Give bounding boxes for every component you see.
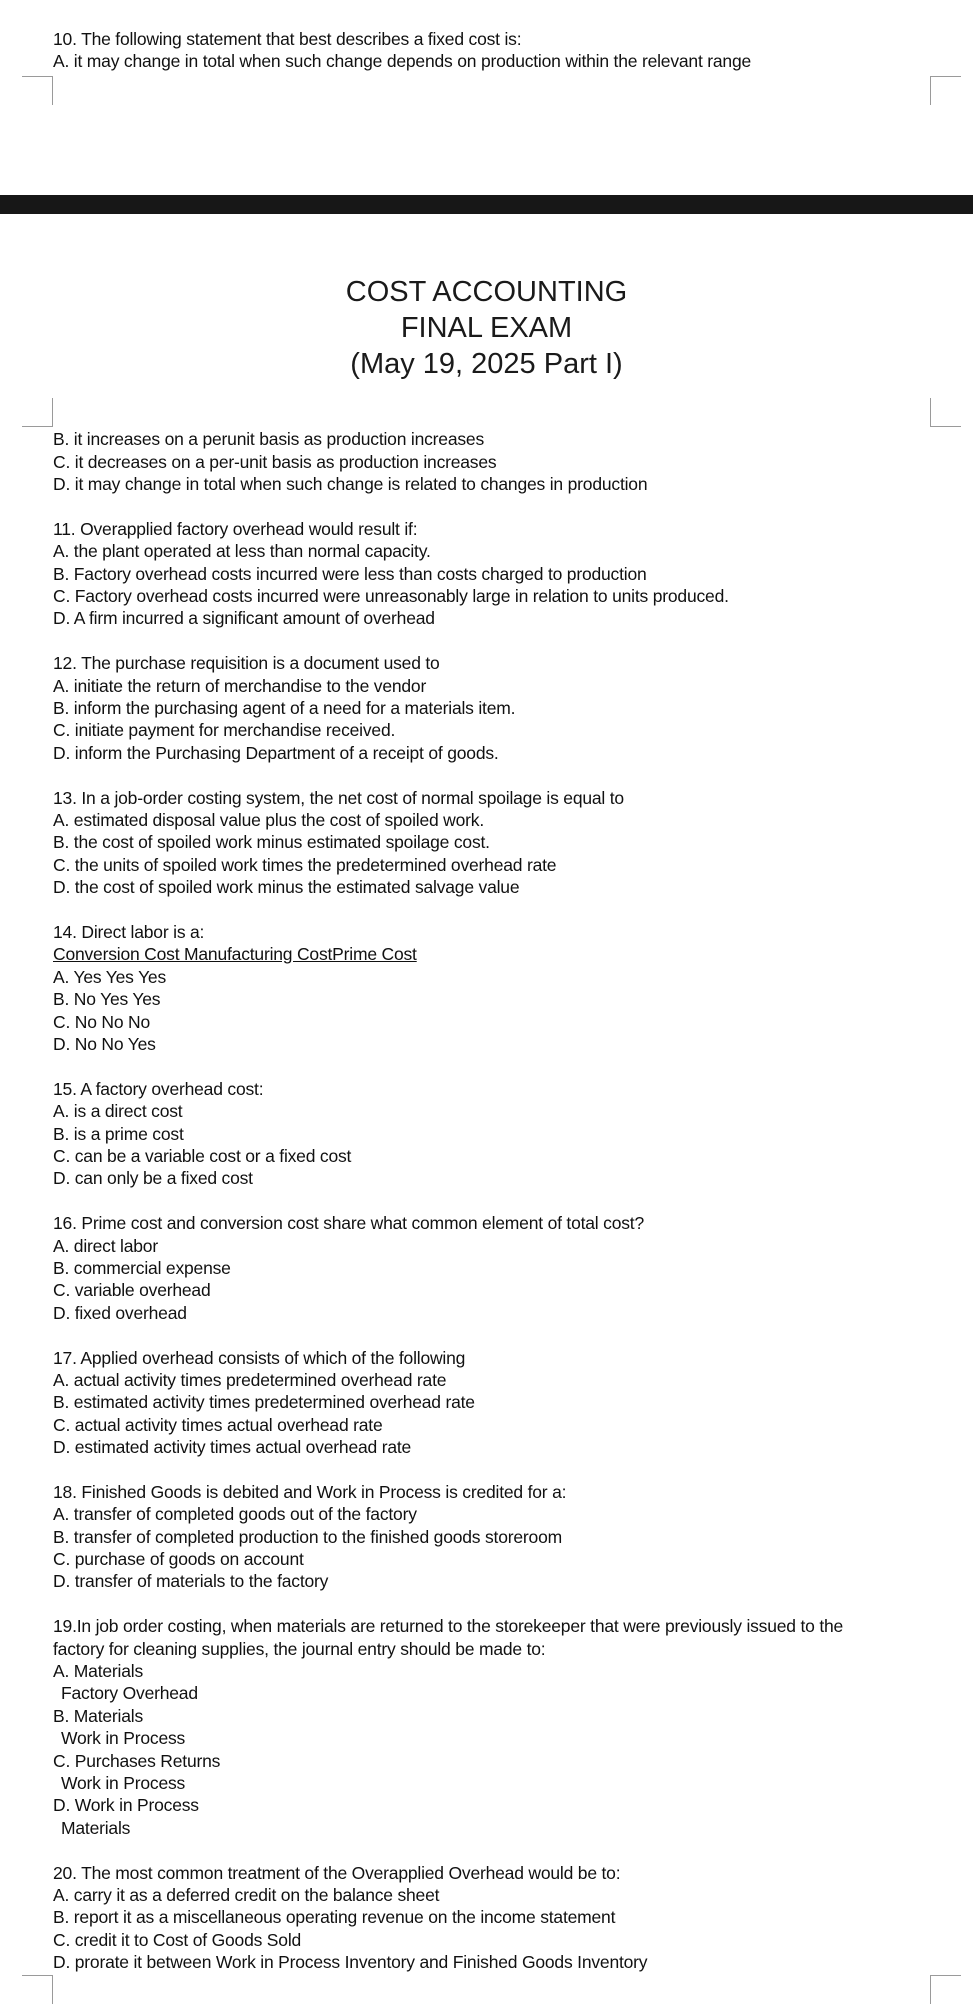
q11-option-a: A. the plant operated at less than normal capacity. — [53, 541, 431, 561]
q15-option-b: B. is a prime cost — [53, 1124, 184, 1144]
q13-option-a: A. estimated disposal value plus the cost of spoiled work. — [53, 810, 484, 830]
q19-option-d-credit: Materials — [61, 1818, 131, 1838]
q14-stem: 14. Direct labor is a: — [53, 922, 205, 942]
q19-option-c-credit: Work in Process — [61, 1773, 186, 1793]
q18-option-b: B. transfer of completed production to the finished goods storeroom — [53, 1527, 562, 1547]
q14-option-b: B. No Yes Yes — [53, 989, 161, 1009]
q19-option-a-debit: A. Materials — [53, 1661, 143, 1681]
q20-option-a: A. carry it as a deferred credit on the balance sheet — [53, 1885, 440, 1905]
q20-option-b: B. report it as a miscellaneous operating revenue on the income statement — [53, 1907, 616, 1927]
q16-option-b: B. commercial expense — [53, 1258, 231, 1278]
q17-option-c: C. actual activity times actual overhead rate — [53, 1415, 383, 1435]
q20-option-c: C. credit it to Cost of Goods Sold — [53, 1930, 302, 1950]
q12-option-d: D. inform the Purchasing Department of a receipt of goods. — [53, 743, 499, 763]
exam-title: COST ACCOUNTING — [345, 276, 628, 308]
q11-option-d: D. A firm incurred a significant amount of overhead — [53, 608, 435, 628]
q15-option-c: C. can be a variable cost or a fixed cost — [53, 1146, 352, 1166]
q14-option-a: A. Yes Yes Yes — [53, 967, 167, 987]
q17-option-b: B. estimated activity times predetermined overhead rate — [53, 1392, 475, 1412]
q16-option-c: C. variable overhead — [53, 1280, 211, 1300]
q20-option-d: D. prorate it between Work in Process Inventory and Finished Goods Inventory — [53, 1952, 648, 1972]
crop-mark-bottom-right — [930, 1975, 961, 2004]
q18-option-d: D. transfer of materials to the factory — [53, 1571, 329, 1591]
crop-mark-top-left — [22, 76, 53, 105]
q14-column-headers: Conversion Cost Manufacturing CostPrime Cost — [53, 944, 417, 964]
q18-stem: 18. Finished Goods is debited and Work in Process is credited for a: — [53, 1482, 567, 1502]
crop-mark-top-right — [930, 76, 961, 105]
q14-option-d: D. No No Yes — [53, 1034, 156, 1054]
q12-option-b: B. inform the purchasing agent of a need for a materials item. — [53, 698, 516, 718]
q19-option-b-credit: Work in Process — [61, 1728, 186, 1748]
q11-stem: 11. Overapplied factory overhead would result if: — [53, 519, 418, 539]
q13-option-b: B. the cost of spoiled work minus estimated spoilage cost. — [53, 832, 490, 852]
crop-mark-mid-right — [930, 398, 961, 427]
q10-option-c: C. it decreases on a per-unit basis as production increases — [53, 452, 497, 472]
q17-option-a: A. actual activity times predetermined overhead rate — [53, 1370, 447, 1390]
q18-option-c: C. purchase of goods on account — [53, 1549, 304, 1569]
crop-mark-bottom-left — [22, 1975, 53, 2004]
q10-option-a: A. it may change in total when such change depends on production within the relevant range — [53, 51, 752, 71]
page-separator — [0, 195, 973, 214]
q19-option-d-debit: D. Work in Process — [53, 1795, 199, 1815]
q19-stem-line1: 19.In job order costing, when materials are returned to the storekeeper that were previously issued to the — [53, 1616, 844, 1636]
q10-stem: 10. The following statement that best describes a fixed cost is: — [53, 29, 522, 49]
q17-stem: 17. Applied overhead consists of which of the following — [53, 1348, 466, 1368]
q12-option-c: C. initiate payment for merchandise received. — [53, 720, 396, 740]
q15-option-d: D. can only be a fixed cost — [53, 1168, 253, 1188]
q15-stem: 15. A factory overhead cost: — [53, 1079, 264, 1099]
crop-mark-mid-left — [22, 398, 53, 427]
q11-option-b: B. Factory overhead costs incurred were less than costs charged to production — [53, 564, 647, 584]
q20-stem: 20. The most common treatment of the Overapplied Overhead would be to: — [53, 1863, 621, 1883]
q19-option-b-debit: B. Materials — [53, 1706, 143, 1726]
q11-option-c: C. Factory overhead costs incurred were unreasonably large in relation to units produced. — [53, 586, 729, 606]
q13-option-d: D. the cost of spoiled work minus the estimated salvage value — [53, 877, 520, 897]
q16-option-d: D. fixed overhead — [53, 1303, 187, 1323]
q12-option-a: A. initiate the return of merchandise to the vendor — [53, 676, 427, 696]
q19-option-c-debit: C. Purchases Returns — [53, 1751, 221, 1771]
exam-subtitle: FINAL EXAM — [400, 312, 573, 344]
exam-date: (May 19, 2025 Part I) — [350, 348, 623, 380]
q10-option-b: B. it increases on a perunit basis as production increases — [53, 429, 485, 449]
q18-option-a: A. transfer of completed goods out of the factory — [53, 1504, 417, 1524]
q10-option-d: D. it may change in total when such change is related to changes in production — [53, 474, 648, 494]
q14-option-c: C. No No No — [53, 1012, 150, 1032]
q19-option-a-credit: Factory Overhead — [61, 1683, 198, 1703]
q12-stem: 12. The purchase requisition is a document used to — [53, 653, 440, 673]
q13-stem: 13. In a job-order costing system, the net cost of normal spoilage is equal to — [53, 788, 624, 808]
q16-stem: 16. Prime cost and conversion cost share what common element of total cost? — [53, 1213, 644, 1233]
q19-stem-line2: factory for cleaning supplies, the journal entry should be made to: — [53, 1639, 546, 1659]
q15-option-a: A. is a direct cost — [53, 1101, 183, 1121]
q16-option-a: A. direct labor — [53, 1236, 158, 1256]
q17-option-d: D. estimated activity times actual overhead rate — [53, 1437, 412, 1457]
q13-option-c: C. the units of spoiled work times the predetermined overhead rate — [53, 855, 557, 875]
